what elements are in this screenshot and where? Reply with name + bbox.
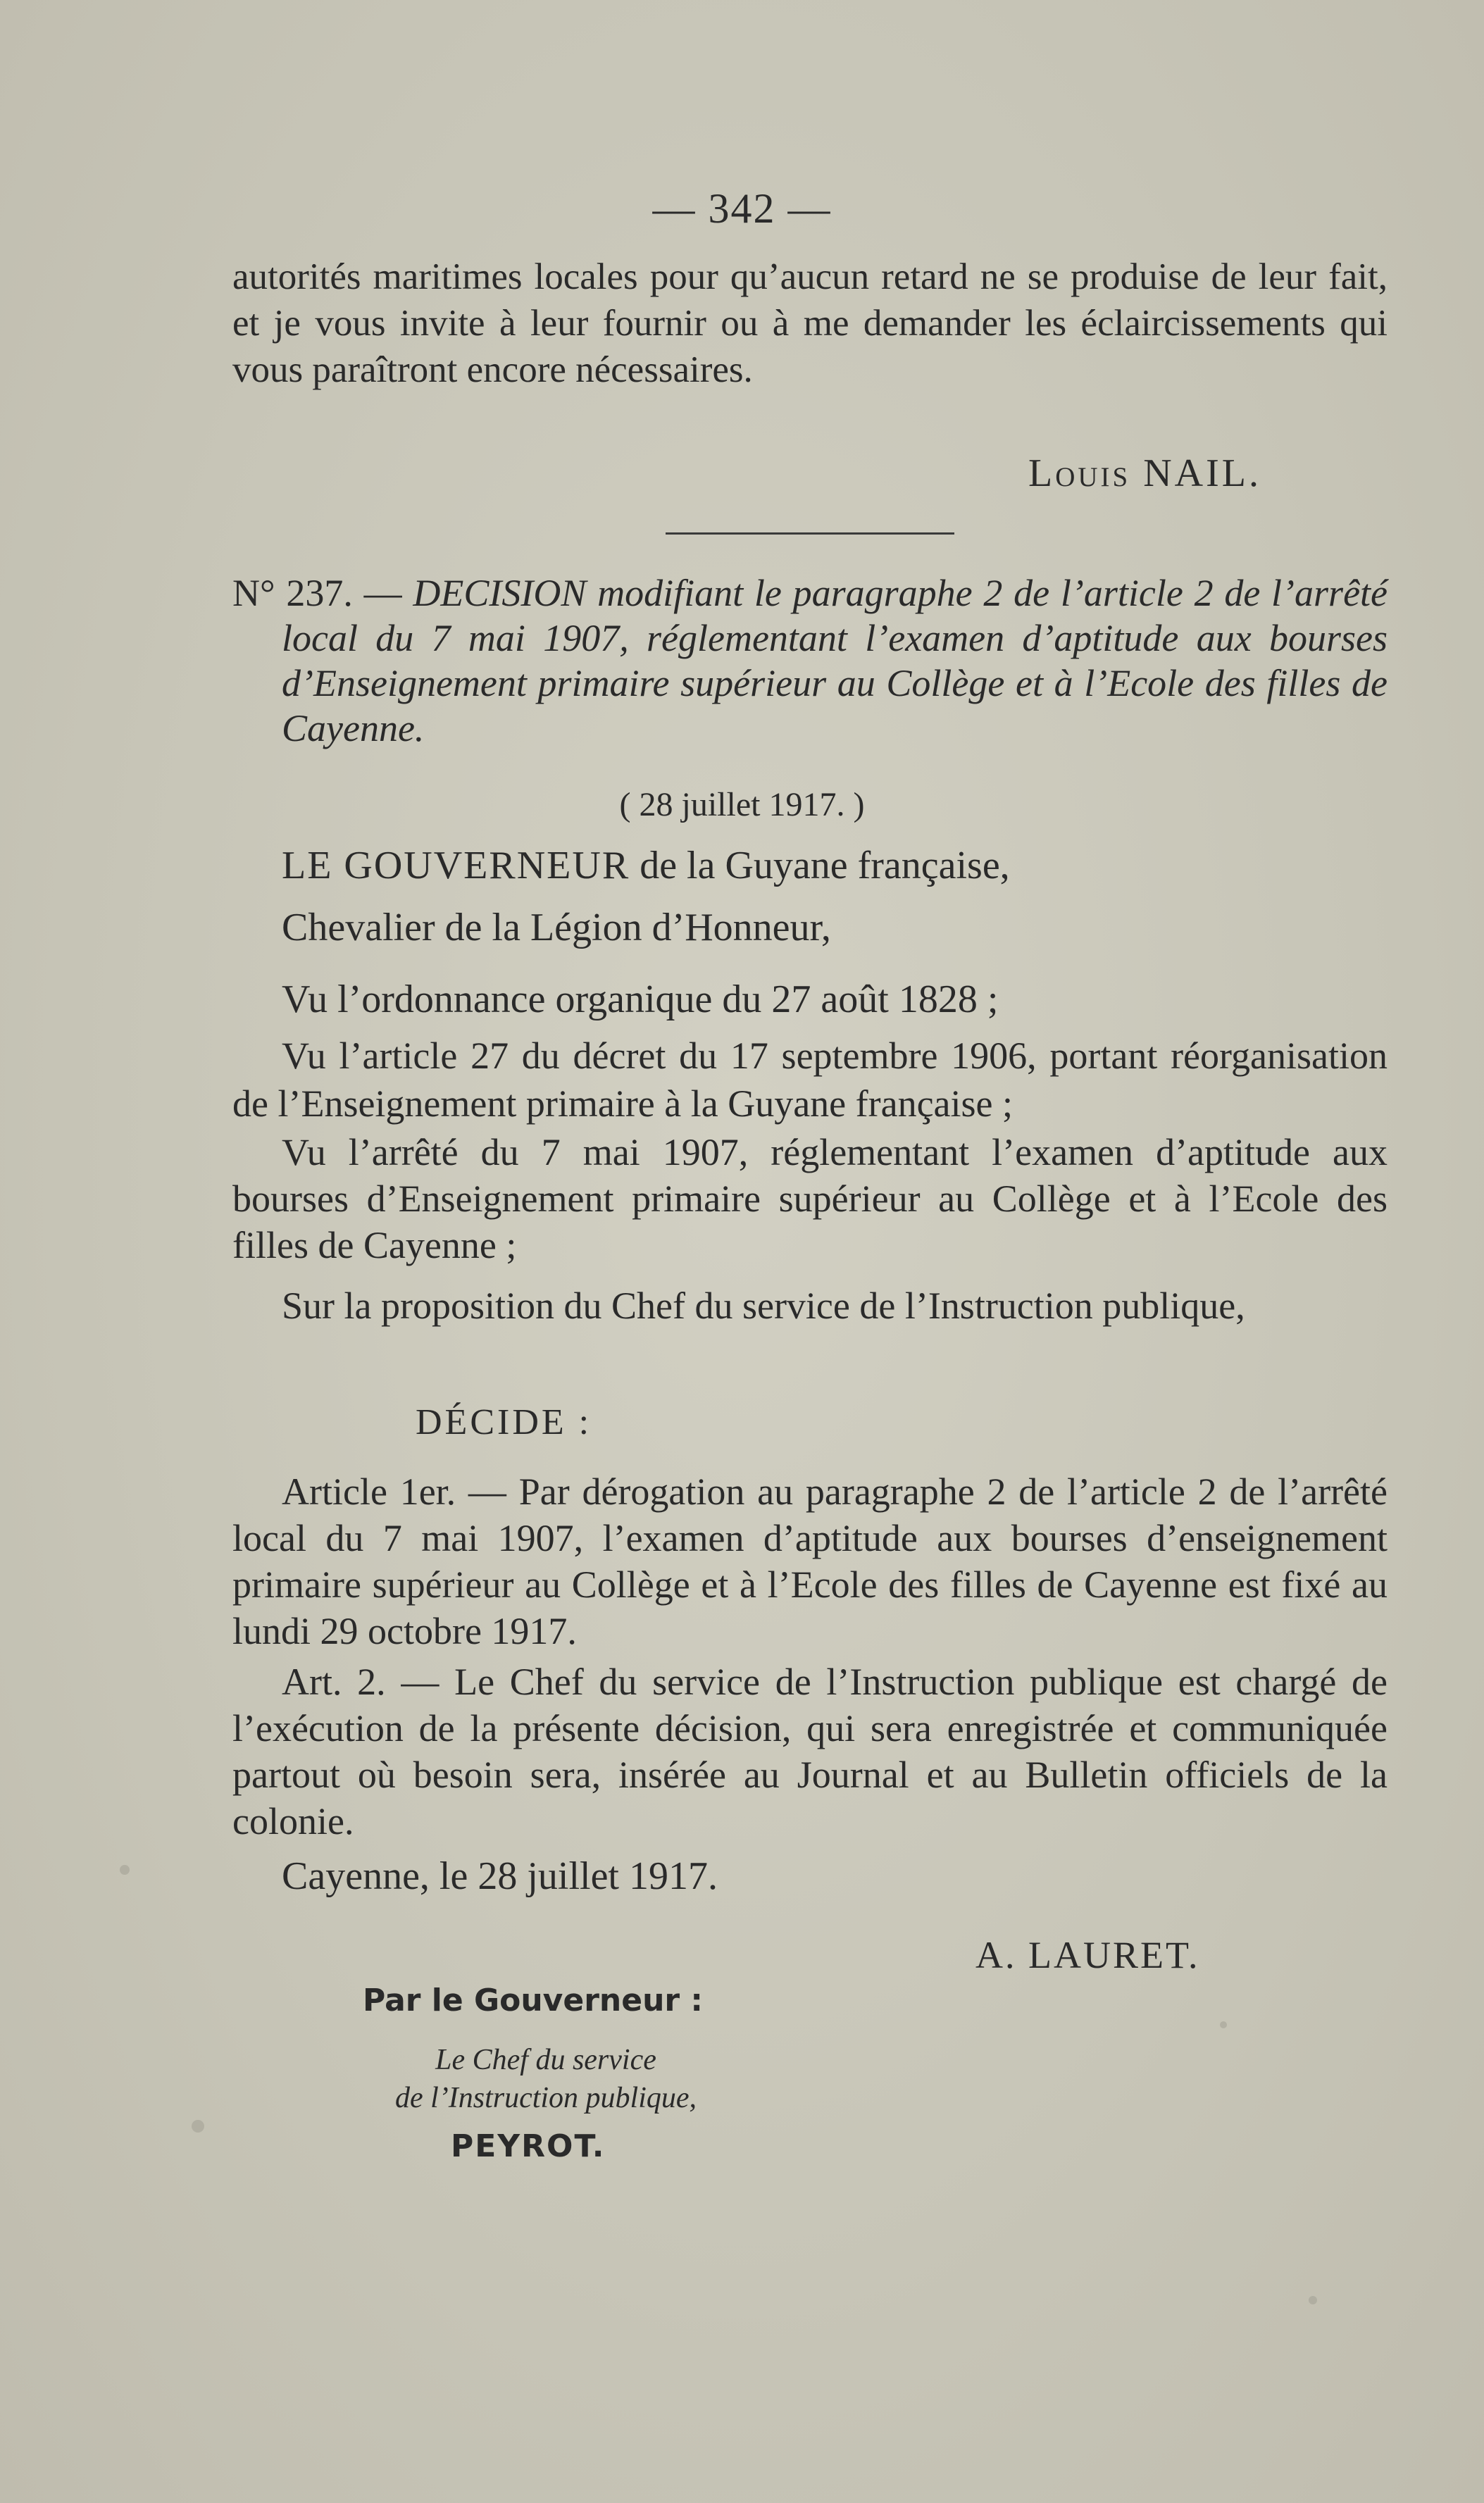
section-divider [666,532,954,535]
paper-speck [1220,2021,1227,2028]
article-1: Article 1er. — Par dérogation au paragraphe 2 de l’article 2 de l’arrêté local du 7 mai 1907, l’examen d’aptitude aux bourses d’enseignement primaire supérieur au Collège et à l’Ecole des filles de Cayenne est fixé au lundi 29 octobre 1917. [232,1471,1388,1652]
governor-title: LE GOUVERNEUR [282,844,630,887]
vu-arrete: Vu l’arrêté du 7 mai 1907, réglementant l’examen d’aptitude aux bourses d’Enseignement primaire supérieur au Collège et à l’Ecole des filles de Cayenne ; [232,1131,1388,1266]
paper-speck [1309,2296,1317,2304]
decide-heading: DÉCIDE : [416,1402,592,1442]
vu-ordonnance: Vu l’ordonnance organique du 27 août 1828 ; [282,978,999,1021]
decision-number: N° 237. — [232,572,402,614]
chef-du-service [320,2041,771,2117]
decision-title: DECISION modifiant le paragraphe 2 de l’article 2 de l’arrêté local du 7 mai 1907, réglementant l’examen d’aptitude aux bourses d’Enseignement primaire supérieur au Collège et à l’Ecole des filles de Cayenne. [282,572,1388,749]
governor-title-rest: de la Guyane française, [630,844,1010,887]
article-2: Art. 2. — Le Chef du service de l’Instruction publique est chargé de l’exécution de la présente décision, qui sera enregistrée et communiquée partout où besoin sera, insérée au Journal et au Bulletin officiels de la colonie. [232,1661,1388,1842]
signature-lauret: A. LAURET. [975,1934,1200,1976]
paper-speck [120,1865,130,1875]
page-number: — 342 — [652,185,832,232]
chevalier-line: Chevalier de la Légion d’Honneur, [282,906,831,949]
par-le-gouverneur: Par le Gouverneur : [363,1983,704,2018]
place-date: Cayenne, le 28 juillet 1917. [282,1854,718,1898]
signature-louis-nail: Louis NAIL. [1028,451,1261,495]
governor-line [232,842,1388,890]
vu-article: Vu l’article 27 du décret du 17 septembre 1906, portant réorganisation de l’Enseignement primaire à la Guyane française ; [232,1035,1388,1125]
signature-peyrot: PEYROT. [451,2128,606,2164]
sur-proposition: Sur la proposition du Chef du service de l’Instruction publique, [282,1285,1245,1327]
decision-heading [232,570,1388,751]
paper-speck [192,2120,204,2133]
chef-line-1: Le Chef du service [435,2044,656,2076]
chef-line-2: de l’Instruction publique, [394,2082,697,2114]
intro-paragraph: autorités maritimes locales pour qu’aucun retard ne se produise de leur fait, et je vous invite à leur fournir ou à me demander les éclaircissements qui vous paraîtront encore nécessaires. [232,256,1388,390]
decision-date: ( 28 juillet 1917. ) [619,786,865,823]
